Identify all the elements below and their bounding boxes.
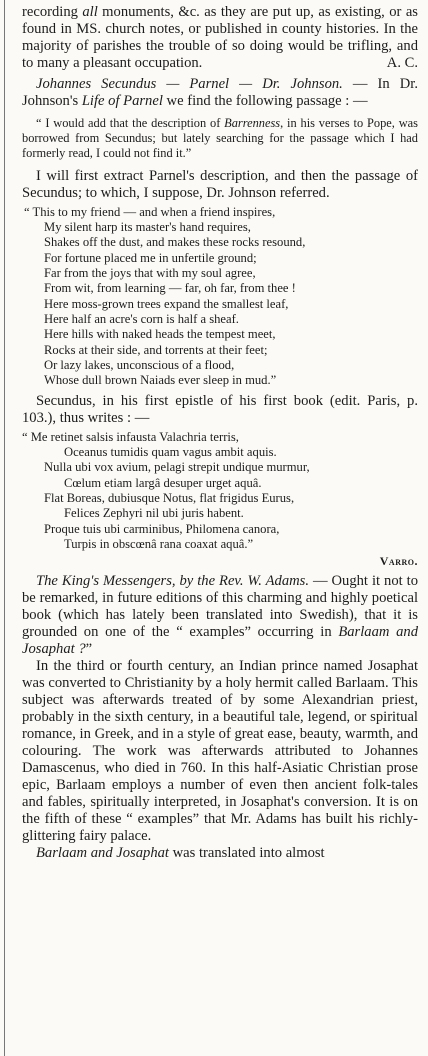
poem-line: Here hills with naked heads the tempest meet, (44, 327, 276, 342)
article2-closing-text: was translated into almost (168, 845, 325, 862)
opening-text-all: all (82, 4, 98, 20)
latin-line: Cœlum etiam largâ desuper urget aquâ. (64, 475, 262, 490)
poem-line: My silent harp its master's hand requires, (44, 219, 251, 234)
poem-line: Here moss-grown trees expand the smallest leaf, (44, 296, 289, 311)
latin-line: Nulla ubi vox avium, pelagi strepit undique murmur, (44, 460, 310, 475)
article1-heading: Johannes Secundus — Parnel — Dr. Johnson. (36, 76, 343, 92)
quote-text-start: “ I would add that the description of (36, 116, 225, 130)
poem-line: “ This to my friend — and when a friend inspires, (24, 204, 276, 219)
poem-line: Or lazy lakes, unconscious of a flood, (44, 358, 235, 373)
article1-paragraph: I will first extract Parnel's description, and then the passage of Secundus; to which, I suppose, Dr. Johnson referred. (22, 167, 418, 201)
article2-intro-title: Barlaam and Josaphat ? (22, 624, 418, 658)
article1-intro (22, 76, 418, 110)
secundus-latin-verse (22, 430, 418, 553)
article2-heading: The King's Messengers, by the Rev. W. Adams. (36, 573, 309, 590)
latin-line: Flat Boreas, dubiusque Notus, flat frigidus Eurus, (44, 491, 295, 506)
quote-italic-word: Barrenness (224, 116, 281, 130)
latin-line: Turpis in obscœnâ rana coaxat aquâ.” (64, 537, 254, 552)
article1-signature: Varro. (379, 554, 418, 569)
poem-line: Here half an acre's corn is half a sheaf. (44, 312, 239, 327)
poem-line: Shakes off the dust, and makes these rocks resound, (44, 235, 306, 250)
article2-intro-close-quote: ” (85, 641, 93, 658)
poem-line: Far from the joys that with my soul agree, (44, 265, 256, 280)
article1-intro-text: — In Dr. Johnson's (22, 76, 418, 109)
latin-line: Proque tuis ubi carminibus, Philomena canora, (44, 521, 280, 536)
parnel-poem (22, 205, 418, 389)
poem-line: Whose dull brown Naiads ever sleep in mud.” (44, 373, 277, 388)
article2-closing-title: Barlaam and Josaphat (36, 845, 169, 862)
latin-line: Felices Zephyri nil ubi juris habent. (64, 506, 244, 521)
quote-text-rest: , in his verses to Pope, was borrowed from Secundus; but lately searching for the passage which I had formerly read, I could not find it.” (22, 116, 418, 161)
latin-line: “ Me retinet salsis infausta Valachria terris, (22, 429, 239, 444)
poem-line: From wit, from learning — far, oh far, from thee ! (44, 281, 296, 296)
article2-intro-text: — Ought it not to be remarked, in future editions of this charming and highly poetical book (which has lately been translated into Swedish), that it is grounded on one of the “ examples” occurring in (22, 573, 418, 641)
left-column-rule (4, 0, 5, 1056)
article1-intro-title: Life of Parnel (81, 93, 163, 109)
article2-paragraph: In the third or fourth century, an Indian prince named Josaphat was converted to Christianity by a holy hermit called Barlaam. This subject was afterwards treated of by some Alexandrian priest, probably in the sixth century, in a beautiful tale, legend, or spiritual romance, in Greek, and in a style of great ease, beauty, warmth, and colouring. The work was afterwards attributed to Johannes Damascenus, who died in 760. In this half-Asiatic Christian prose epic, Barlaam employs a number of even then ancient folk-tales and fables, spiritually interpreted, in Josaphat's conversion. It is on the fifth of these “ examples” that Mr. Adams has built his richly-glittering fairy palace. (22, 658, 418, 845)
article2-intro (22, 573, 418, 658)
opening-signature: A. C. (386, 55, 418, 71)
opening-text-rest: monuments, &c. as they are put up, as existing, or as found in MS. church notes, or published in county histories. In the majority of parishes the trouble of so doing would be trifling, and to many a pleasant occupation. (22, 4, 418, 71)
article1-intro-text-end: we find the following passage : — (162, 93, 368, 109)
article1-quote (22, 116, 418, 162)
poem-line: Rocks at their side, and torrents at their feet; (44, 342, 268, 357)
opening-text-start: recording (22, 4, 83, 20)
article2-closing (22, 845, 418, 862)
latin-line: Oceanus tumidis quam vagus ambit aquis. (64, 445, 277, 460)
poem-line: For fortune placed me in unfertile ground; (44, 250, 257, 265)
page-column (22, 4, 418, 862)
article1-secundus-paragraph: Secundus, in his first epistle of his first book (edit. Paris, p. 103.), thus writes : — (22, 392, 418, 426)
opening-paragraph (22, 4, 418, 72)
